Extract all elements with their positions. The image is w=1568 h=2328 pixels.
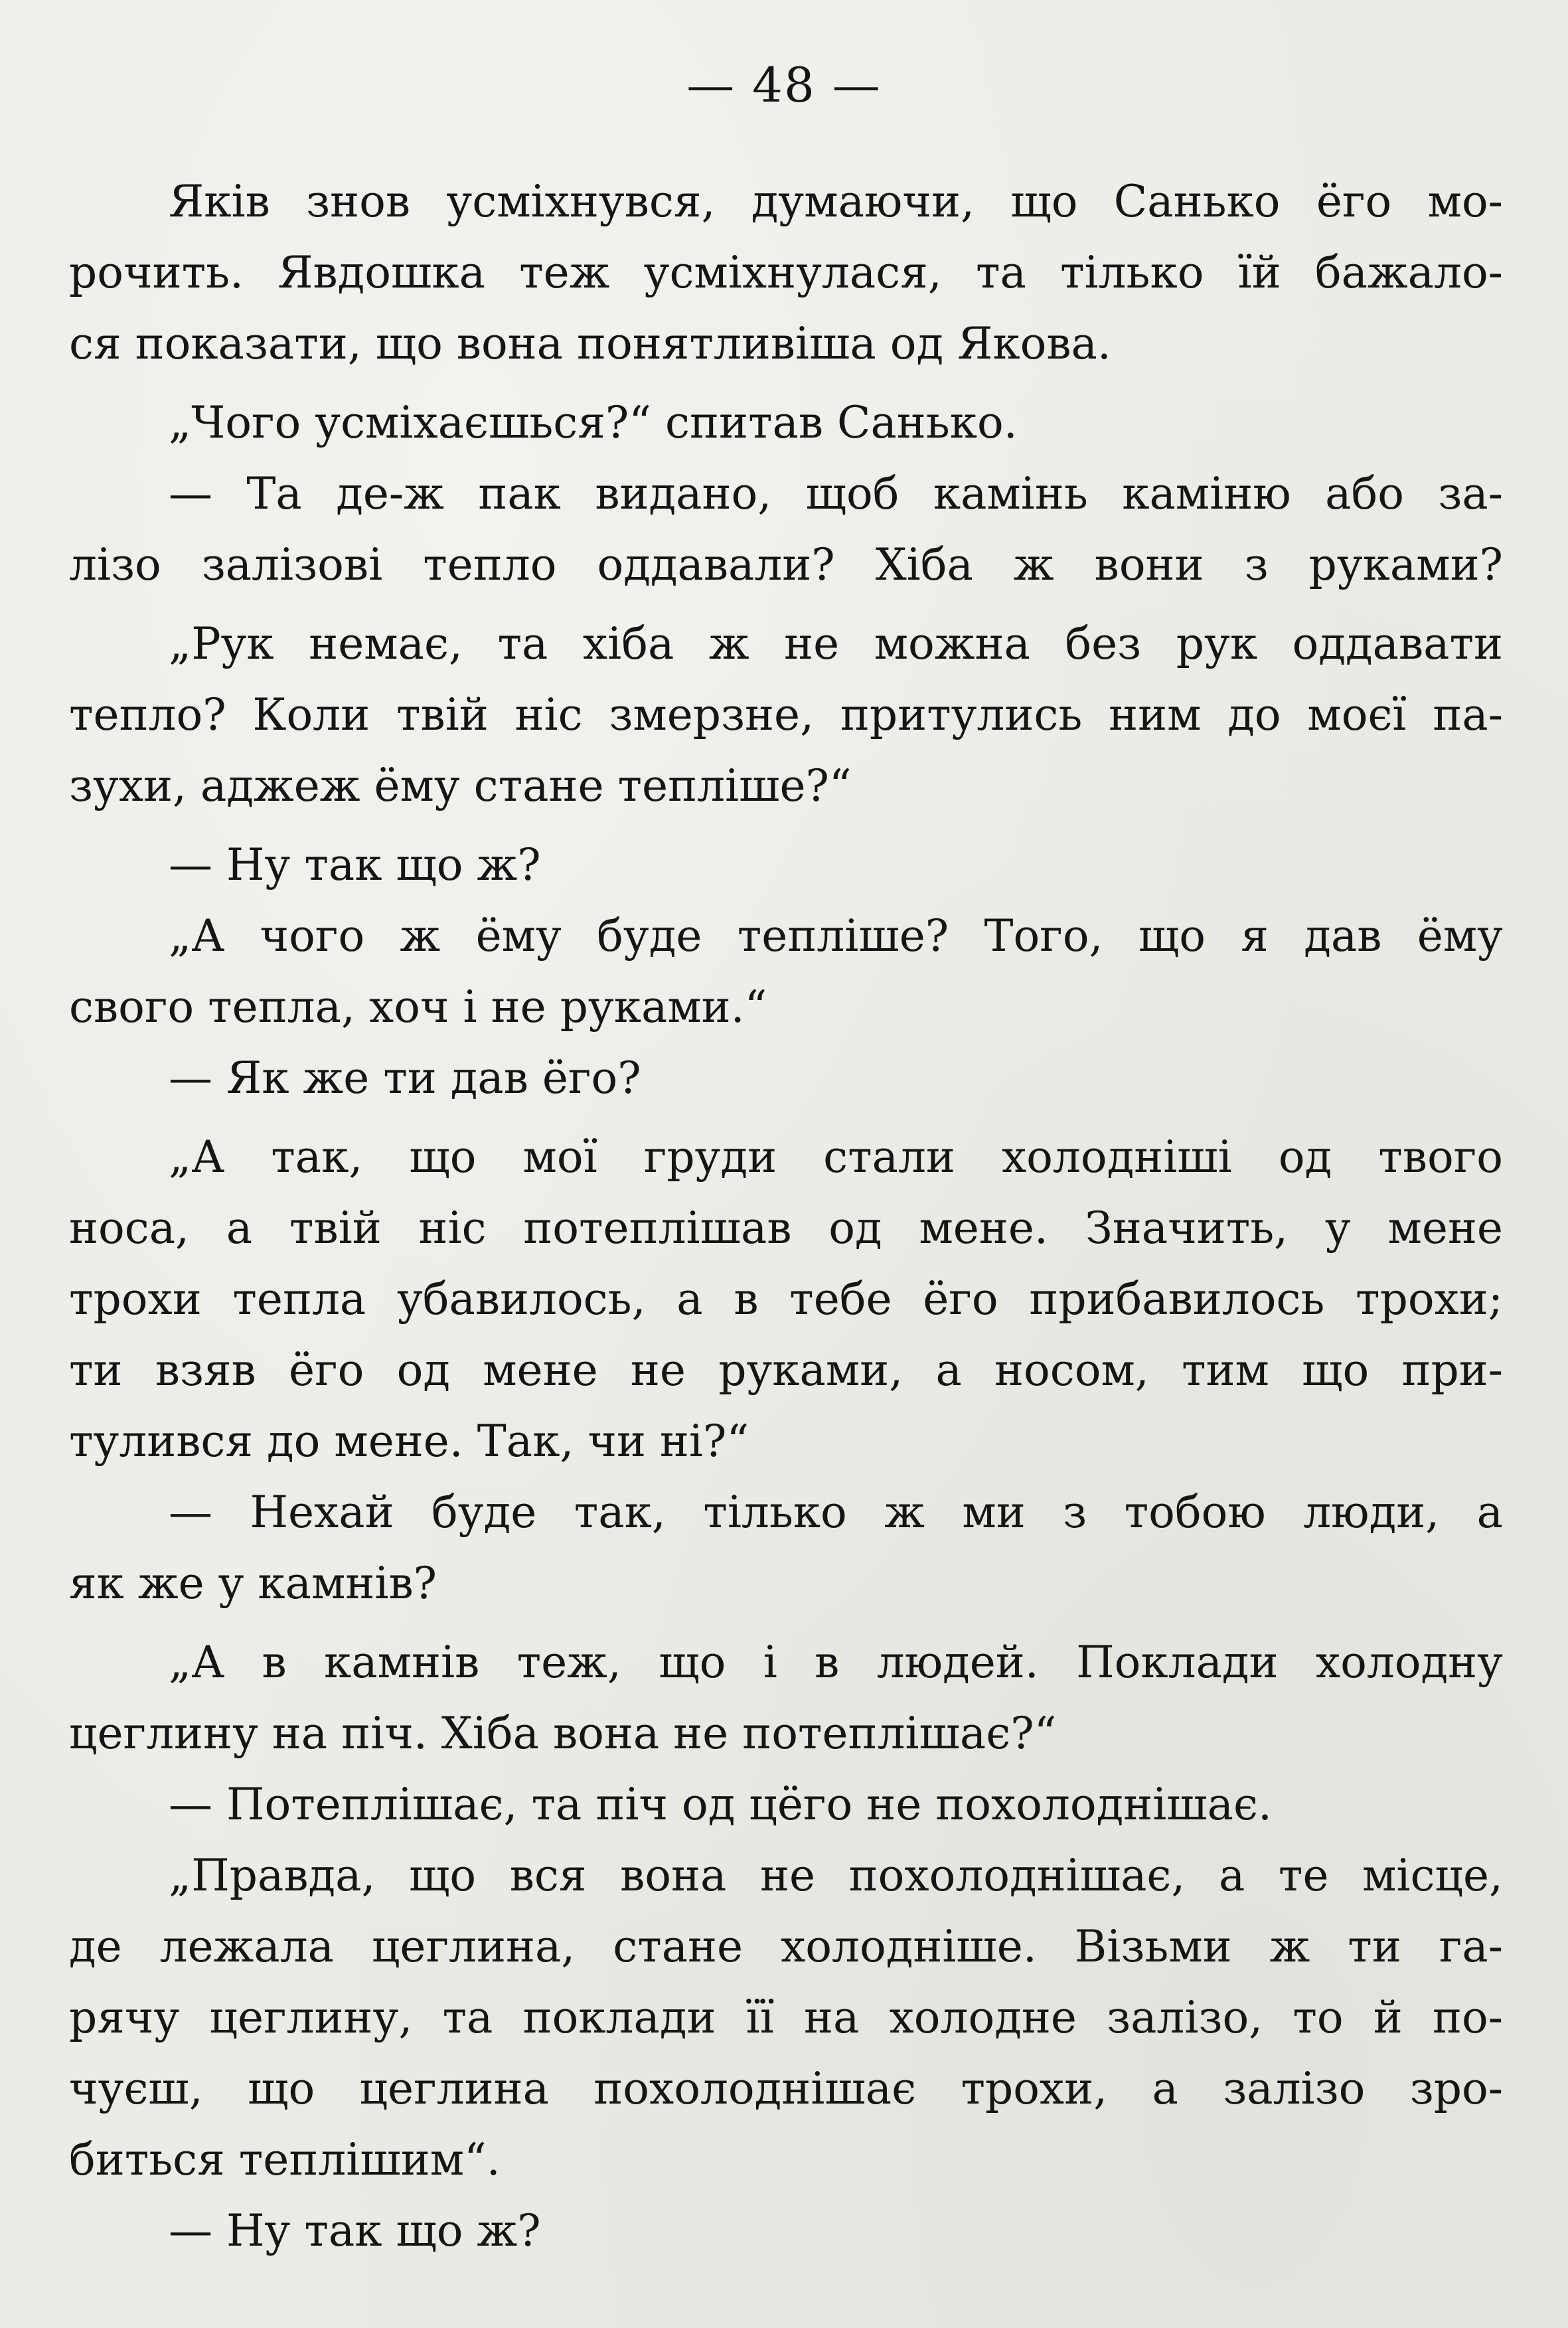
text-line: тулився до мене. Так, чи ні?“ xyxy=(69,1416,749,1467)
text-line: „Правда, що вся вона не похолоднішає, а те місце, xyxy=(169,1850,1503,1901)
text-line: „Рук немає, та хіба ж не можна без рук оддавати xyxy=(169,618,1503,669)
text-line: биться теплішим“. xyxy=(69,2134,501,2185)
text-line: де лежала цеглина, стане холодніше. Візьми ж ти га- xyxy=(69,1921,1503,1972)
text-line: „А так, що мої груди стали холодніші од твого xyxy=(169,1131,1503,1183)
text-line: — Потеплішає, та піч од цёго не похолоднішає. xyxy=(169,1779,1272,1830)
text-line: зухи, аджеж ёму стане тепліше?“ xyxy=(69,760,852,811)
text-line: — Ну так що ж? xyxy=(169,839,541,890)
text-line: тепло? Коли твій ніс змерзне, притулись ним до моєї па- xyxy=(69,689,1503,740)
text-line: чуєш, що цеглина похолоднішає трохи, а залізо зро- xyxy=(69,2063,1503,2114)
text-line: „Чого усміхаєшься?“ спитав Санько. xyxy=(169,397,1018,448)
text-line: Яків знов усміхнувся, думаючи, що Санько ёго мо- xyxy=(169,176,1503,227)
text-line: ся показати, що вона понятливіша од Якова. xyxy=(69,318,1111,369)
text-line: трохи тепла убавилось, а в тебе ёго прибавилось трохи; xyxy=(69,1274,1503,1325)
text-line: ти взяв ёго од мене не руками, а носом, тим що при- xyxy=(69,1345,1503,1396)
text-line: рочить. Явдошка теж усміхнулася, та тілько їй бажало- xyxy=(69,247,1503,298)
text-body xyxy=(69,166,1503,2266)
text-line: лізо залізові тепло оддавали? Хіба ж вони з руками? xyxy=(69,539,1503,590)
text-line: — Нехай буде так, тілько ж ми з тобою люди, а xyxy=(169,1487,1503,1538)
text-line: — Ну так що ж? xyxy=(169,2205,541,2256)
text-line: цеглину на піч. Хіба вона не потеплішає?“ xyxy=(69,1708,1057,1759)
text-line: як же у камнів? xyxy=(69,1558,437,1609)
text-line: рячу цеглину, та поклади її на холодне залізо, то й по- xyxy=(69,1992,1503,2043)
text-line: — Та де-ж пак видано, щоб камінь каміню або за- xyxy=(169,468,1503,519)
text-line: „А чого ж ёму буде тепліше? Того, що я дав ёму xyxy=(169,910,1503,961)
text-line: носа, а твій ніс потеплішав од мене. Значить, у мене xyxy=(69,1203,1503,1254)
text-line: — Як же ти дав ёго? xyxy=(169,1052,641,1104)
text-line: „А в камнів теж, що і в людей. Поклади холодну xyxy=(169,1637,1503,1688)
text-line: свого тепла, хоч і не руками.“ xyxy=(69,981,767,1033)
page-number: — 48 — xyxy=(686,57,882,113)
